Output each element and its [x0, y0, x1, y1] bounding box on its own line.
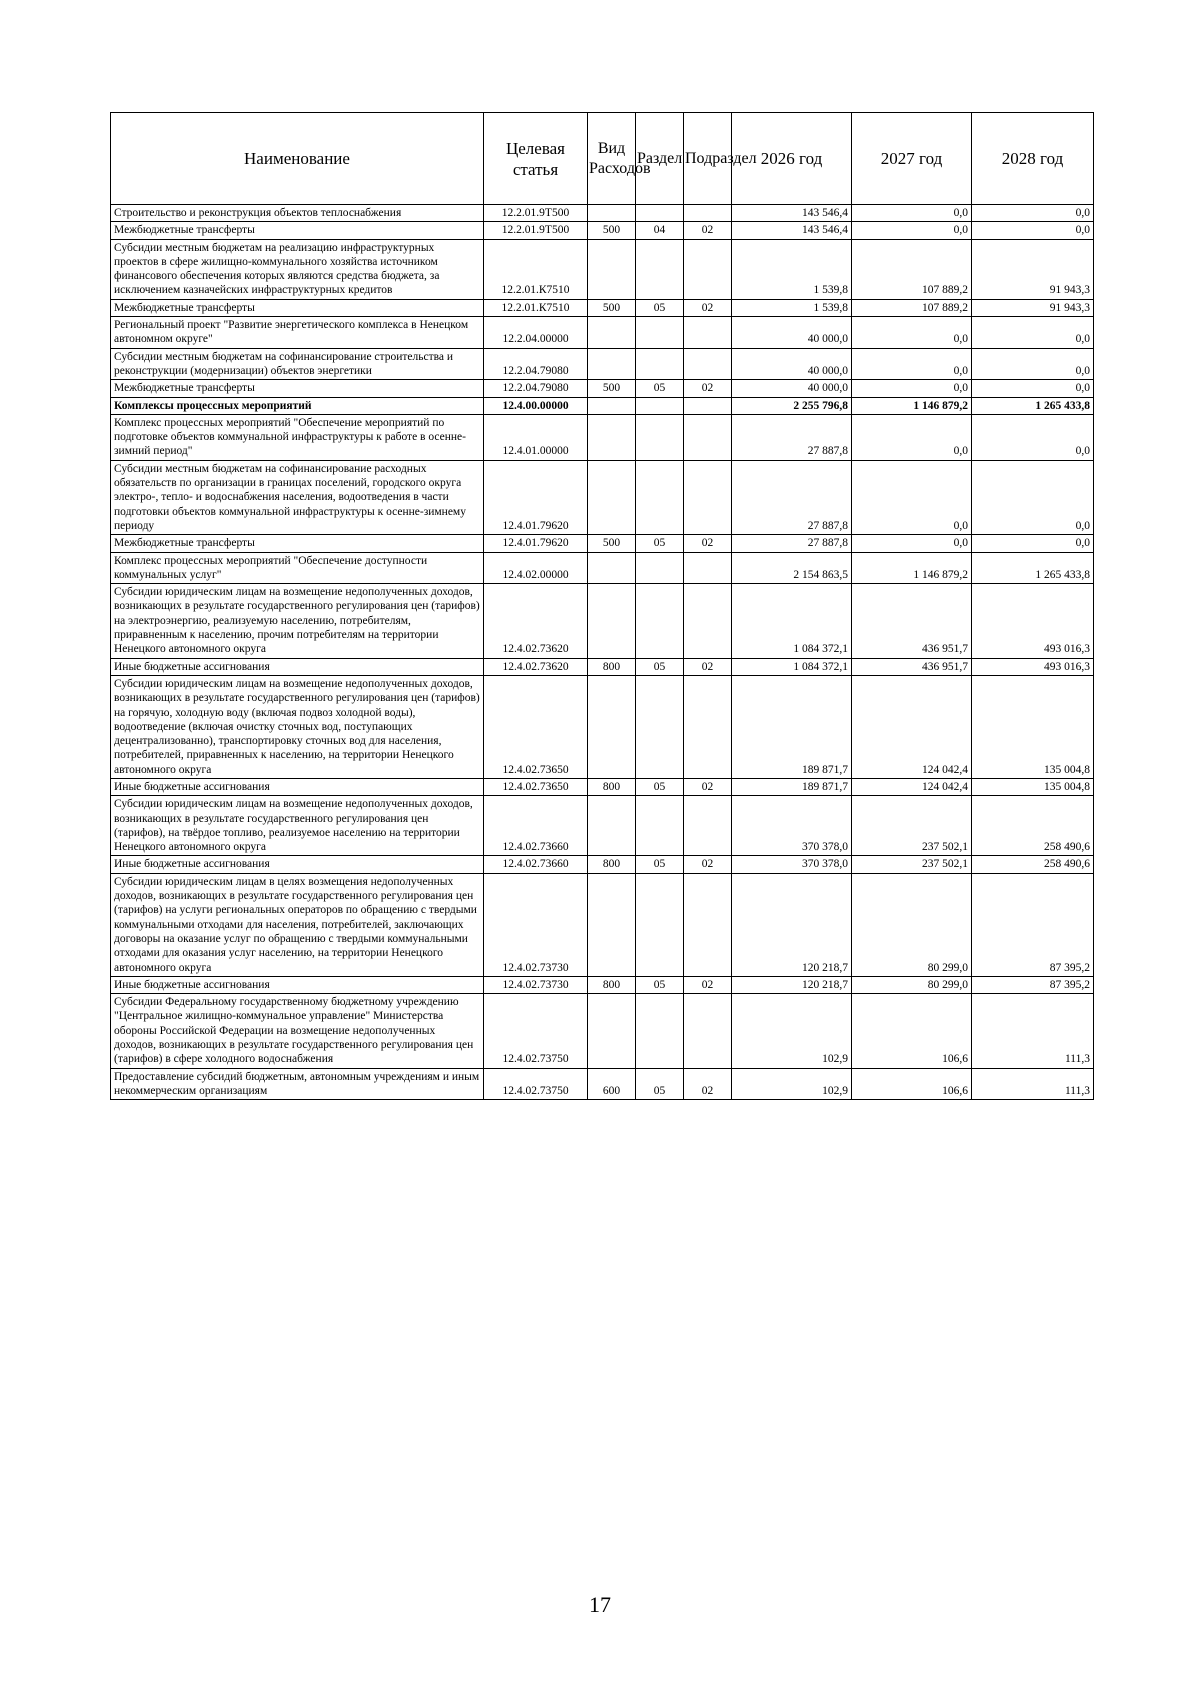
row-amount-2026: 1 084 372,1	[732, 658, 852, 675]
table-row	[111, 299, 1094, 316]
row-target-article: 12.4.02.73660	[484, 796, 588, 856]
table-row	[111, 397, 1094, 414]
row-amount-2028: 135 004,8	[972, 675, 1094, 778]
row-expense-type: 800	[588, 976, 636, 993]
row-amount-2028: 0,0	[972, 460, 1094, 534]
row-expense-type	[588, 675, 636, 778]
row-name: Субсидии Федеральному государственному бюджетному учреждению "Центральное жилищно-коммунальное управление" Министерства обороны Российской Федерации на возмещение недополученных доходов, возникающих в результате государственного регулирования цен (тарифов) в сфере холодного водоснабжения	[111, 994, 484, 1068]
row-amount-2028: 1 265 433,8	[972, 552, 1094, 584]
row-amount-2026: 370 378,0	[732, 856, 852, 873]
row-amount-2026: 1 539,8	[732, 299, 852, 316]
row-target-article: 12.4.02.73650	[484, 675, 588, 778]
row-target-article: 12.2.04.00000	[484, 317, 588, 349]
row-expense-type	[588, 205, 636, 222]
row-amount-2028: 493 016,3	[972, 658, 1094, 675]
row-expense-type: 500	[588, 299, 636, 316]
row-subsection: 02	[684, 299, 732, 316]
row-name: Межбюджетные трансферты	[111, 222, 484, 239]
row-name: Субсидии местным бюджетам на софинансирование расходных обязательств по организации в границах поселений, городского округа электро-, тепло- и водоснабжения населения, водоотведения в части подготовки объектов коммунальной инфраструктуры к осенне-зимнему периоду	[111, 460, 484, 534]
row-section: 05	[636, 380, 684, 397]
row-amount-2026: 40 000,0	[732, 380, 852, 397]
row-amount-2027: 237 502,1	[852, 796, 972, 856]
row-expense-type	[588, 397, 636, 414]
row-subsection: 02	[684, 856, 732, 873]
table-row	[111, 675, 1094, 778]
row-amount-2028: 91 943,3	[972, 239, 1094, 299]
row-subsection: 02	[684, 778, 732, 795]
row-name: Иные бюджетные ассигнования	[111, 976, 484, 993]
row-section: 05	[636, 778, 684, 795]
row-name: Иные бюджетные ассигнования	[111, 658, 484, 675]
row-target-article: 12.4.02.73620	[484, 584, 588, 658]
row-name: Субсидии юридическим лицам на возмещение недополученных доходов, возникающих в результате государственного регулирования цен (тарифов) на электроэнергию, реализуемую населению, потребителям, приравненным к населению, прочим потребителям на территории Ненецкого автономного округа	[111, 584, 484, 658]
row-subsection	[684, 239, 732, 299]
row-expense-type: 500	[588, 380, 636, 397]
row-amount-2026: 120 218,7	[732, 976, 852, 993]
row-section	[636, 675, 684, 778]
row-amount-2026: 2 154 863,5	[732, 552, 852, 584]
row-section: 05	[636, 299, 684, 316]
row-expense-type	[588, 873, 636, 976]
budget-table	[110, 112, 1094, 1100]
row-section	[636, 994, 684, 1068]
row-target-article: 12.4.01.00000	[484, 414, 588, 460]
row-subsection	[684, 796, 732, 856]
row-amount-2028: 87 395,2	[972, 976, 1094, 993]
table-row	[111, 552, 1094, 584]
row-section: 04	[636, 222, 684, 239]
table-row	[111, 658, 1094, 675]
table-row	[111, 414, 1094, 460]
row-amount-2028: 493 016,3	[972, 584, 1094, 658]
row-amount-2027: 107 889,2	[852, 239, 972, 299]
table-row	[111, 222, 1094, 239]
table-row	[111, 994, 1094, 1068]
row-section	[636, 239, 684, 299]
row-expense-type	[588, 994, 636, 1068]
row-target-article: 12.2.01.9Т500	[484, 205, 588, 222]
row-expense-type	[588, 239, 636, 299]
row-amount-2027: 0,0	[852, 317, 972, 349]
row-name: Региональный проект "Развитие энергетического комплекса в Ненецком автономном округе"	[111, 317, 484, 349]
row-amount-2027: 0,0	[852, 535, 972, 552]
row-section	[636, 414, 684, 460]
row-amount-2027: 0,0	[852, 414, 972, 460]
row-amount-2027: 237 502,1	[852, 856, 972, 873]
row-amount-2027: 107 889,2	[852, 299, 972, 316]
row-amount-2028: 1 265 433,8	[972, 397, 1094, 414]
row-section	[636, 584, 684, 658]
row-amount-2028: 87 395,2	[972, 873, 1094, 976]
row-subsection	[684, 994, 732, 1068]
table-row	[111, 205, 1094, 222]
table-header-row	[111, 113, 1094, 205]
row-section: 05	[636, 658, 684, 675]
table-row	[111, 856, 1094, 873]
row-name: Иные бюджетные ассигнования	[111, 778, 484, 795]
row-amount-2028: 0,0	[972, 205, 1094, 222]
table-row	[111, 380, 1094, 397]
table-row	[111, 796, 1094, 856]
row-subsection	[684, 348, 732, 380]
row-amount-2027: 106,6	[852, 994, 972, 1068]
row-subsection	[684, 460, 732, 534]
row-section	[636, 317, 684, 349]
row-section	[636, 460, 684, 534]
row-name: Субсидии юридическим лицам на возмещение недополученных доходов, возникающих в результате государственного регулирования цен (тарифов), на твёрдое топливо, реализуемое населению на территории Ненецкого автономного округа	[111, 796, 484, 856]
row-amount-2028: 0,0	[972, 380, 1094, 397]
row-target-article: 12.2.04.79080	[484, 348, 588, 380]
header-name: Наименование	[111, 113, 484, 205]
table-row	[111, 239, 1094, 299]
row-amount-2026: 27 887,8	[732, 535, 852, 552]
row-target-article: 12.2.04.79080	[484, 380, 588, 397]
row-amount-2026: 143 546,4	[732, 205, 852, 222]
row-subsection	[684, 317, 732, 349]
row-name: Строительство и реконструкция объектов теплоснабжения	[111, 205, 484, 222]
row-amount-2026: 189 871,7	[732, 778, 852, 795]
table-row	[111, 460, 1094, 534]
row-amount-2028: 258 490,6	[972, 796, 1094, 856]
row-expense-type	[588, 460, 636, 534]
table-row	[111, 348, 1094, 380]
header-target-article: Целевая статья	[484, 113, 588, 205]
row-name: Субсидии местным бюджетам на софинансирование строительства и реконструкции (модернизации) объектов энергетики	[111, 348, 484, 380]
row-section	[636, 796, 684, 856]
table-row	[111, 535, 1094, 552]
row-amount-2026: 189 871,7	[732, 675, 852, 778]
row-amount-2026: 1 539,8	[732, 239, 852, 299]
row-subsection: 02	[684, 976, 732, 993]
table-row	[111, 976, 1094, 993]
row-subsection	[684, 675, 732, 778]
header-2028: 2028 год	[972, 113, 1094, 205]
row-target-article: 12.4.01.79620	[484, 460, 588, 534]
row-subsection: 02	[684, 222, 732, 239]
row-amount-2027: 436 951,7	[852, 584, 972, 658]
row-amount-2027: 0,0	[852, 460, 972, 534]
table-body	[111, 205, 1094, 1100]
row-subsection	[684, 397, 732, 414]
row-amount-2027: 106,6	[852, 1068, 972, 1100]
row-section	[636, 348, 684, 380]
row-target-article: 12.4.02.73620	[484, 658, 588, 675]
table-row	[111, 1068, 1094, 1100]
row-target-article: 12.4.02.73750	[484, 994, 588, 1068]
row-section	[636, 397, 684, 414]
row-subsection	[684, 414, 732, 460]
row-amount-2026: 143 546,4	[732, 222, 852, 239]
row-amount-2028: 0,0	[972, 317, 1094, 349]
row-name: Комплексы процессных мероприятий	[111, 397, 484, 414]
row-name: Межбюджетные трансферты	[111, 380, 484, 397]
row-name: Межбюджетные трансферты	[111, 535, 484, 552]
row-amount-2026: 40 000,0	[732, 317, 852, 349]
row-expense-type	[588, 348, 636, 380]
row-subsection: 02	[684, 380, 732, 397]
row-amount-2026: 40 000,0	[732, 348, 852, 380]
row-amount-2026: 1 084 372,1	[732, 584, 852, 658]
row-section	[636, 552, 684, 584]
row-amount-2027: 436 951,7	[852, 658, 972, 675]
row-target-article: 12.4.02.73730	[484, 873, 588, 976]
row-target-article: 12.4.02.73750	[484, 1068, 588, 1100]
row-amount-2028: 0,0	[972, 535, 1094, 552]
row-target-article: 12.4.02.73660	[484, 856, 588, 873]
row-target-article: 12.4.02.00000	[484, 552, 588, 584]
row-section: 05	[636, 535, 684, 552]
row-amount-2027: 1 146 879,2	[852, 397, 972, 414]
row-amount-2028: 0,0	[972, 414, 1094, 460]
row-name: Субсидии местным бюджетам на реализацию инфраструктурных проектов в сфере жилищно-коммунального хозяйства источником финансового обеспечения которых являются средства бюджета, за исключением казначейских инфраструктурных кредитов	[111, 239, 484, 299]
row-amount-2027: 0,0	[852, 348, 972, 380]
row-amount-2027: 124 042,4	[852, 675, 972, 778]
row-amount-2027: 80 299,0	[852, 976, 972, 993]
row-expense-type: 800	[588, 778, 636, 795]
table-row	[111, 317, 1094, 349]
row-amount-2026: 120 218,7	[732, 873, 852, 976]
table-row	[111, 584, 1094, 658]
row-subsection: 02	[684, 535, 732, 552]
row-expense-type: 600	[588, 1068, 636, 1100]
row-expense-type	[588, 552, 636, 584]
row-expense-type: 500	[588, 535, 636, 552]
row-target-article: 12.4.02.73650	[484, 778, 588, 795]
row-amount-2028: 0,0	[972, 348, 1094, 380]
row-amount-2028: 111,3	[972, 994, 1094, 1068]
table-row	[111, 873, 1094, 976]
row-amount-2026: 102,9	[732, 994, 852, 1068]
row-target-article: 12.2.01.9Т500	[484, 222, 588, 239]
row-subsection	[684, 584, 732, 658]
row-subsection	[684, 205, 732, 222]
row-subsection: 02	[684, 1068, 732, 1100]
row-amount-2027: 1 146 879,2	[852, 552, 972, 584]
header-2026: 2026 год	[732, 113, 852, 205]
row-section: 05	[636, 856, 684, 873]
row-amount-2028: 0,0	[972, 222, 1094, 239]
row-subsection: 02	[684, 658, 732, 675]
row-amount-2027: 0,0	[852, 380, 972, 397]
row-name: Субсидии юридическим лицам на возмещение недополученных доходов, возникающих в результате государственного регулирования цен (тарифов) на горячую, холодную воду (включая подвоз холодной воды), водоотведение (включая очистку сточных вод, поступающих децентрализованно), транспортировку сточных вод для населения, потребителей, приравненных к населению, на территории Ненецкого автономного округа	[111, 675, 484, 778]
row-amount-2026: 2 255 796,8	[732, 397, 852, 414]
table-row	[111, 778, 1094, 795]
row-section: 05	[636, 976, 684, 993]
row-name: Комплекс процессных мероприятий "Обеспечение мероприятий по подготовке объектов коммунальной инфраструктуры к работе в осенне-зимний период"	[111, 414, 484, 460]
row-name: Предоставление субсидий бюджетным, автономным учреждениям и иным некоммерческим организациям	[111, 1068, 484, 1100]
page-number: 17	[589, 1592, 611, 1617]
row-name: Иные бюджетные ассигнования	[111, 856, 484, 873]
row-target-article: 12.4.00.00000	[484, 397, 588, 414]
row-amount-2028: 111,3	[972, 1068, 1094, 1100]
row-amount-2027: 0,0	[852, 222, 972, 239]
row-section	[636, 873, 684, 976]
row-amount-2026: 27 887,8	[732, 414, 852, 460]
header-subsection: Подраздел	[684, 113, 732, 205]
row-expense-type	[588, 414, 636, 460]
row-section	[636, 205, 684, 222]
row-target-article: 12.2.01.К7510	[484, 239, 588, 299]
row-expense-type	[588, 584, 636, 658]
row-name: Комплекс процессных мероприятий "Обеспечение доступности коммунальных услуг"	[111, 552, 484, 584]
row-amount-2026: 27 887,8	[732, 460, 852, 534]
row-name: Субсидии юридическим лицам в целях возмещения недополученных доходов, возникающих в результате государственного регулирования цен (тарифов) на услуги региональных операторов по обращению с твердыми коммунальными отходами для населения, потребителей, заключающих договоры на оказание услуг по обращению с твердыми коммунальными отходами для оказания услуг населению, на территории Ненецкого автономного округа	[111, 873, 484, 976]
row-expense-type	[588, 796, 636, 856]
row-name: Межбюджетные трансферты	[111, 299, 484, 316]
row-amount-2027: 0,0	[852, 205, 972, 222]
row-target-article: 12.4.01.79620	[484, 535, 588, 552]
row-expense-type: 500	[588, 222, 636, 239]
row-expense-type: 800	[588, 658, 636, 675]
row-subsection	[684, 552, 732, 584]
row-amount-2027: 124 042,4	[852, 778, 972, 795]
row-amount-2027: 80 299,0	[852, 873, 972, 976]
row-subsection	[684, 873, 732, 976]
header-2027: 2027 год	[852, 113, 972, 205]
row-amount-2026: 102,9	[732, 1068, 852, 1100]
header-expense-type: Вид Расходов	[588, 113, 636, 205]
row-amount-2026: 370 378,0	[732, 796, 852, 856]
row-target-article: 12.4.02.73730	[484, 976, 588, 993]
row-amount-2028: 91 943,3	[972, 299, 1094, 316]
row-section: 05	[636, 1068, 684, 1100]
row-amount-2028: 135 004,8	[972, 778, 1094, 795]
header-section: Раздел	[636, 113, 684, 205]
row-expense-type	[588, 317, 636, 349]
row-target-article: 12.2.01.К7510	[484, 299, 588, 316]
row-expense-type: 800	[588, 856, 636, 873]
row-amount-2028: 258 490,6	[972, 856, 1094, 873]
